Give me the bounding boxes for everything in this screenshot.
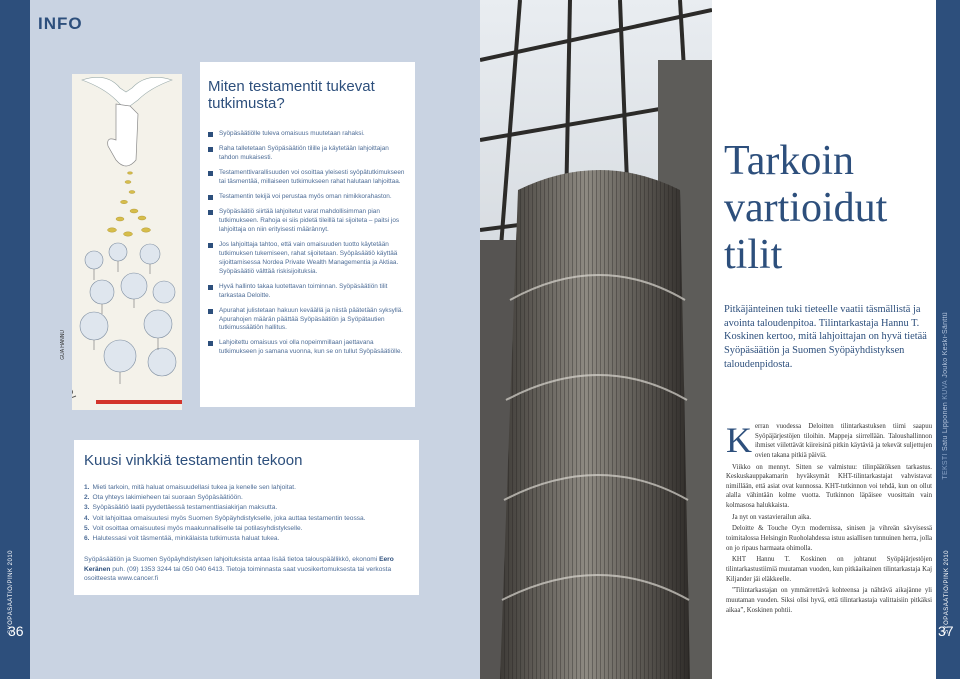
- bullet-item: Hyvä hallinto takaa luotettavan toiminnan. Syöpäsäätiön tilit tarkastaa Deloitte.: [208, 283, 408, 301]
- page-number-left: 36: [8, 623, 24, 639]
- byline-photographer: Jouko Keski-Sänttü: [942, 312, 949, 378]
- bullet-list: [208, 130, 408, 363]
- paragraph: Viikko on mennyt. Sitten se valmistuu: tilinpäätöksen tarkastus. Keskuskauppakamarin hyväksymät KHT-tilintarkastajat vahvistavat nimillään, että asiat ovat kunnossa. KHT-tutkinnon voi tehdä, kun on ollut alalla vähintään kolme vuotta. Tutkinnon läpäisee vuosittain vain kolmasosa halukkaista.: [726, 463, 932, 510]
- spiral-staircase-photo: [480, 0, 712, 679]
- bullet-item: Apurahat julistetaan hakuun keväällä ja niistä päätetään syksyllä. Apurahojen määrän päättää Syöpäsäätiön ja Syöpätautien tutkimussäätiön hallitus.: [208, 307, 408, 334]
- paragraph: Ja nyt on vastavierailun aika.: [732, 513, 812, 521]
- hand-and-coins-illustration: [72, 74, 182, 410]
- right-page: [712, 0, 960, 679]
- tips-list: [84, 483, 366, 544]
- bullet-item: Lahjoitettu omaisuus voi olla nopeimmillaan jaettavana tutkimukseen jo samana vuonna, kun se on tullut Syöpäsäätiölle.: [208, 339, 408, 357]
- headline-line: tilit: [724, 232, 783, 279]
- contact-info-post: puh. (09) 1353 3244 tai 050 040 6413. Tietoja toiminnasta saat vuosikertomuksesta tai verkosta osoitteesta www.cancer.fi: [84, 565, 392, 583]
- tip-number: 5.: [84, 524, 90, 532]
- tips-title: Kuusi vinkkiä testamentin tekoon: [84, 452, 303, 469]
- tip-text: Voit osoittaa omaisuutesi myös maakunnalliselle tai potilasyhdistykselle.: [92, 524, 303, 532]
- headline-line: vartioidut: [724, 185, 888, 232]
- tip-item: [84, 503, 366, 513]
- box-title: Miten testamentit tukevat tutkimusta?: [208, 78, 375, 113]
- dropcap: K: [726, 420, 752, 460]
- tip-number: 3.: [84, 504, 90, 512]
- tip-number: 6.: [84, 535, 90, 543]
- lede: Pitkäjänteinen tuki tieteelle vaatii täsmällistä ja avointa taloudenpitoa. Tilintarkastaja Hannu T. Koskinen kertoo, mitä lahjoittajan on hyvä tietää Syöpäsäätiön ja Suomen Syöpäyhdistyksen taloudenpidosta.: [724, 304, 927, 370]
- paragraph: Deloitte & Touche Oy:n modernissa, sinisen ja vihreän sävyisessä toimitalossa Helsingin Ruoholahdessa istuu asiallisen tunnuinen herra, jolla on jo ripaus harmaata ohimolla.: [726, 525, 932, 552]
- tip-text: Mieti tarkoin, mitä haluat omaisuudellasi tukea ja kenelle sen lahjoitat.: [92, 484, 296, 491]
- contact-info: [84, 555, 409, 584]
- tip-text: Halutessasi voit täsmentää, minkälaista tutkimusta haluat tukea.: [92, 535, 280, 543]
- section-tag: INFO: [38, 14, 83, 33]
- tip-item: [84, 514, 366, 524]
- headline-line: Tarkoin: [724, 138, 855, 184]
- tip-text: Ota yhteys lakimieheen tai suoraan Syöpäsäätiöön.: [92, 494, 243, 502]
- bullet-item: Testamenttivarallisuuden voi osoittaa yleisesti syöpätutkimukseen tai täsmentää, millaiseen tutkimukseen rahat halutaan lahjoittaa.: [208, 169, 408, 187]
- folio-left: SYÖPÄSÄÄTIÖ/PINK 2010: [8, 550, 14, 634]
- left-margin-bar: [0, 0, 30, 679]
- tip-number: 1.: [84, 484, 90, 491]
- headline: [724, 138, 887, 279]
- tip-item: [84, 524, 366, 534]
- page-number-right: 37: [938, 623, 954, 639]
- tip-text: Voit lahjoittaa omaisuutesi myös Suomen Syöpäyhdistykselle, joka auttaa testamentin teossa.: [92, 514, 366, 522]
- paragraph: KHT Hannu T. Koskinen on johtanut Syöpäjärjestöjen tilintarkastustiimiä muutaman vuoden, kun pitkäaikainen tilintarkastaja Kaj Kiljander jäi eläkkeelle.: [726, 556, 932, 583]
- tip-text: Syöpäsäätiö laatii pyydettäessä testamenttiasiakirjan maksutta.: [92, 504, 278, 512]
- byline: [942, 312, 949, 480]
- tip-item: [84, 483, 366, 493]
- byline-author: Satu Lipponen: [942, 401, 949, 452]
- tip-item: [84, 534, 366, 544]
- tip-number: 4.: [84, 514, 90, 522]
- byline-text-label: TEKSTI: [942, 453, 949, 480]
- illustration-credit: GUA HANNU: [60, 330, 66, 360]
- bullet-item: Jos lahjoittaja tahtoo, että vain omaisuuden tuotto käytetään tutkimuksen tukemiseen, rahat sijoitetaan. Syöpäsäätiö käyttää sijoittamisessa Nordea Private Wealth Managementia ja Aktiaa. Syöpäsäätiö välttää riskisijoituksia.: [208, 241, 408, 277]
- bullet-item: Syöpäsäätiö siirtää lahjoitetut varat mahdollisimman pian tutkimukseen. Rahoja ei siis pidetä tileillä tai sijoiteta – paitsi jos lahjoittaja on niin erityisesti määrännyt.: [208, 208, 408, 235]
- tip-item: [84, 493, 366, 503]
- paragraph: [726, 422, 932, 461]
- tip-number: 2.: [84, 494, 90, 502]
- paragraph-text: erran vuodessa Deloitten tilintarkastuksen tiimi saapuu Syöpäjärjestöjen tiloihin. Mappeja siirrellään. Taloushallinnon ihmiset viilettävät kiireisinä pitkin käytäviä ja tekevät suljettujen ovien takana pitkiä päiviä.: [755, 423, 932, 459]
- staircase-image: [480, 0, 712, 679]
- tips-box: [74, 440, 419, 595]
- contact-info-pre: Syöpäsäätiön ja Suomen Syöpäyhdistyksen lahjoituksista antaa lisää tietoa talouspäällikkö, ekonomi: [84, 556, 380, 563]
- illustration: [72, 74, 182, 410]
- bullet-item: Testamentin tekijä voi perustaa myös oman nimikkorahaston.: [208, 193, 408, 202]
- paragraph: ”Tilintarkastajan on ymmärrettävä kohteensa ja nähtävä aikajänne yli muutaman vuoden. Siksi olisi hyvä, että tilintarkastaja valittaisiin pitkäksi aikaa”, Koskinen pohtii.: [726, 587, 932, 614]
- bullet-item: Raha talletetaan Syöpäsäätiön tilille ja käytetään lahjoittajan tahdon mukaisesti.: [208, 145, 408, 163]
- folio-right: SYÖPÄSÄÄTIÖ/PINK 2010: [944, 550, 950, 634]
- bullet-item: Syöpäsäätiölle tuleva omaisuus muutetaan rahaksi.: [208, 130, 408, 139]
- byline-photo-label: KUVA: [942, 379, 949, 400]
- testament-info-box: [200, 62, 415, 407]
- article-body: [726, 422, 932, 617]
- contact-name: Eero Keränen: [84, 556, 394, 573]
